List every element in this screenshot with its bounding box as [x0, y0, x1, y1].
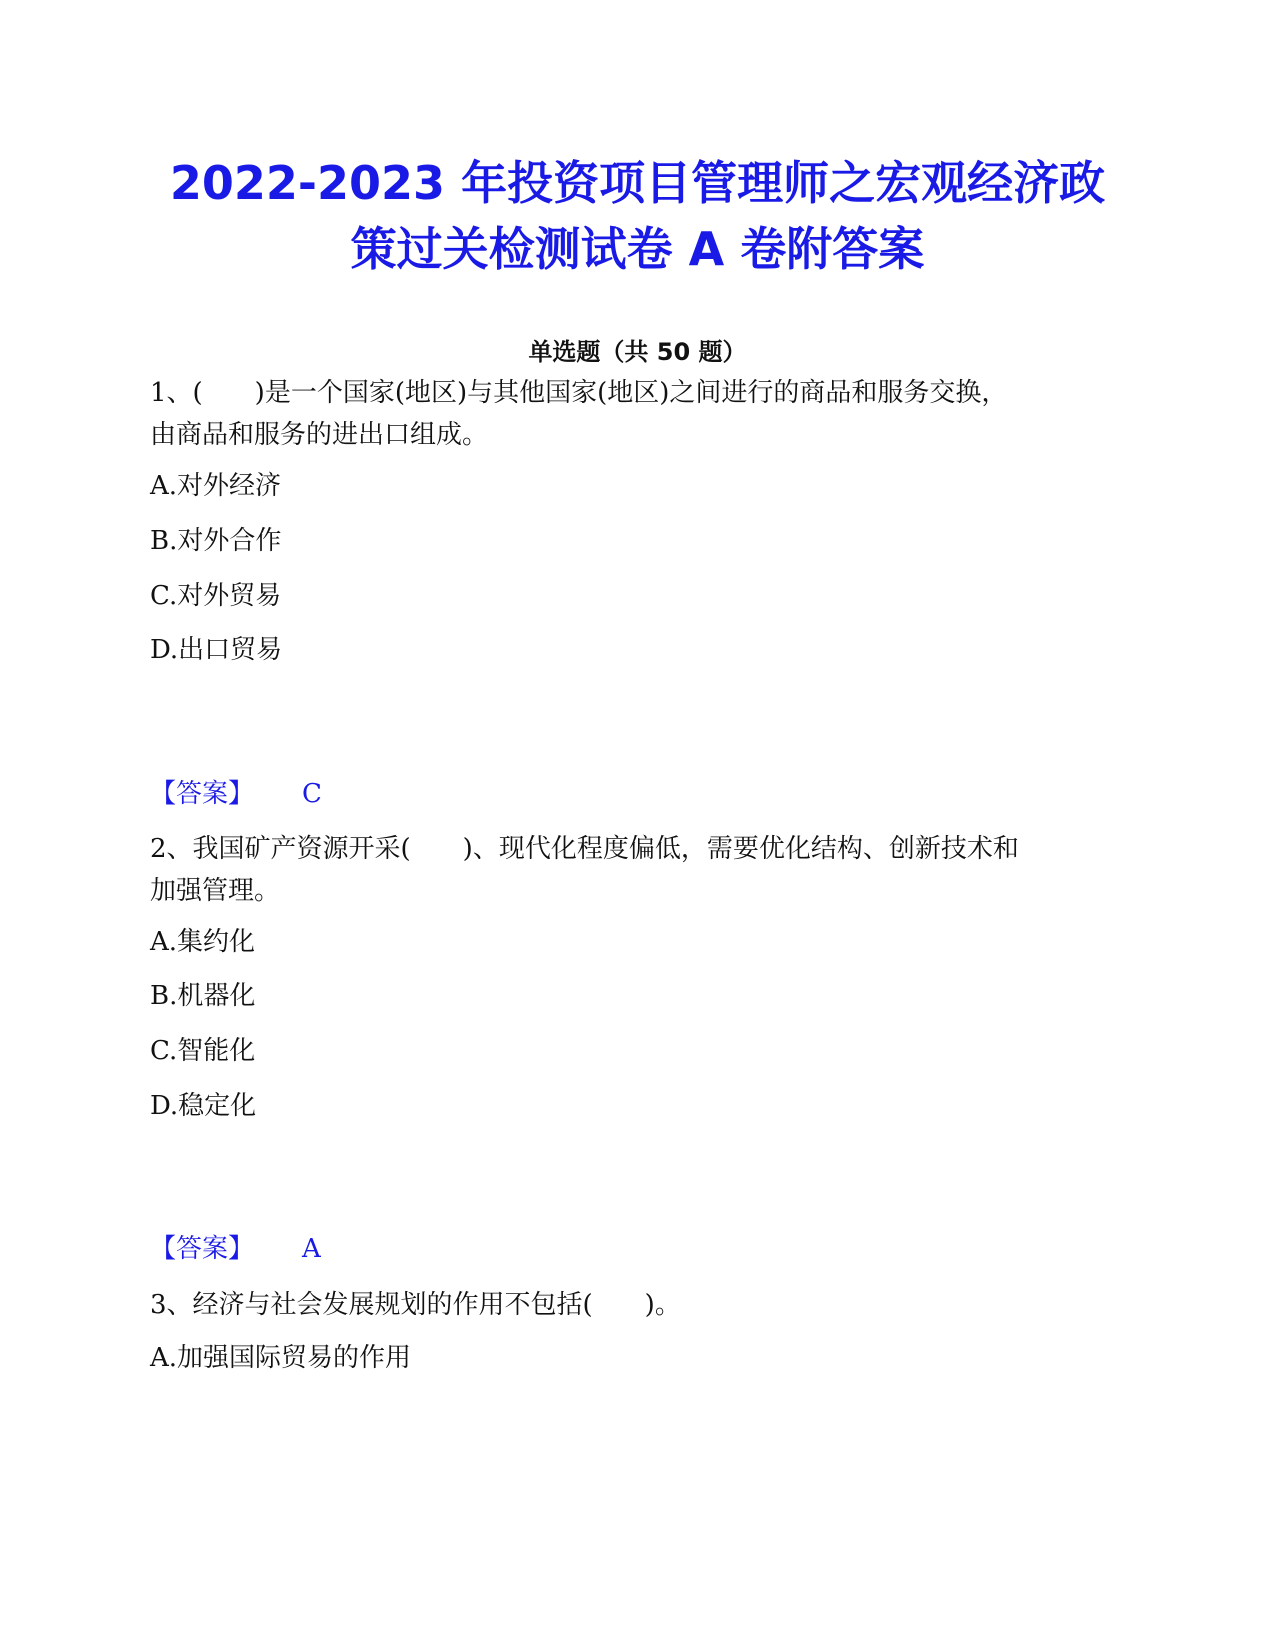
answer-label: 【答案】: [150, 779, 255, 809]
question-3-stem-line-1: 3、经济与社会发展规划的作用不包括( )。: [150, 1290, 681, 1320]
question-1-option-a: A.对外经济: [150, 471, 282, 501]
question-2-stem-line-2: 加强管理。: [150, 876, 281, 906]
document-title-line-1: 2022-2023 年投资项目管理师之宏观经济政: [169, 156, 1106, 210]
question-2-option-b: B.机器化: [150, 981, 256, 1011]
question-1-answer: [150, 778, 322, 810]
document-title-line-2: 策过关检测试卷 A 卷附答案: [350, 222, 925, 276]
question-2-option-d: D.稳定化: [150, 1091, 257, 1121]
question-2-stem-line-1: 2、我国矿产资源开采( )、现代化程度偏低，需要优化结构、创新技术和: [150, 834, 1019, 864]
question-3-option-a: A.加强国际贸易的作用: [150, 1343, 412, 1373]
section-heading: 单选题（共 50 题）: [528, 338, 747, 366]
answer-label: 【答案】: [150, 1234, 255, 1264]
answer-value: A: [302, 1234, 321, 1264]
question-1-option-c: C.对外贸易: [150, 581, 282, 611]
question-2-option-a: A.集约化: [150, 927, 256, 957]
question-1-stem-line-1: 1、( )是一个国家(地区)与其他国家(地区)之间进行的商品和服务交换，: [150, 378, 1008, 408]
question-2-option-c: C.智能化: [150, 1036, 256, 1066]
question-1-stem: [150, 372, 1110, 456]
document-title: [130, 150, 1145, 282]
question-1-option-d: D.出口贸易: [150, 635, 283, 665]
question-1-option-b: B.对外合作: [150, 526, 282, 556]
answer-value: C: [302, 779, 322, 809]
question-1-stem-line-2: 由商品和服务的进出口组成。: [150, 420, 489, 450]
question-2-stem: [150, 828, 1110, 912]
question-2-answer: [150, 1233, 321, 1265]
question-3-stem: [150, 1284, 1110, 1326]
